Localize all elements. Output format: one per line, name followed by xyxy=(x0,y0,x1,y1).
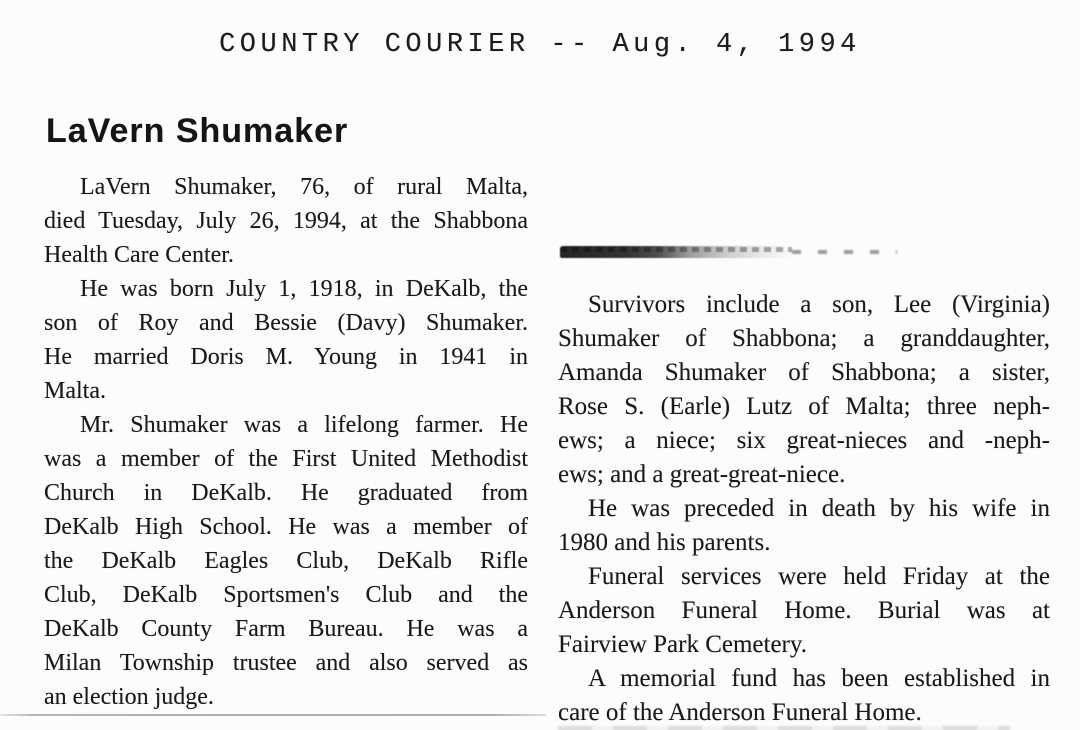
text-line: Survivors include a son, Lee (Virginia) xyxy=(588,291,1050,318)
text-line: LaVern Shumaker, 76, of rural Malta, xyxy=(80,174,528,200)
text-line: care of the Anderson Funeral Home. xyxy=(558,699,922,726)
text-line: DeKalb High School. He was a member of xyxy=(44,514,528,540)
text-line: died Tuesday, July 26, 1994, at the Shabbona xyxy=(44,208,528,234)
text-line: Fairview Park Cemetery. xyxy=(558,631,807,658)
text-line: the DeKalb Eagles Club, DeKalb Rifle xyxy=(44,548,528,574)
text-line: ews; and a great-great-niece. xyxy=(558,461,846,488)
paragraph xyxy=(558,492,1050,560)
paragraph xyxy=(558,560,1050,662)
text-line: Mr. Shumaker was a lifelong farmer. He xyxy=(80,412,528,438)
text-line: Malta. xyxy=(44,378,106,404)
text-line: Amanda Shumaker of Shabbona; a sister, xyxy=(558,359,1050,386)
paragraph xyxy=(44,272,528,408)
paragraph xyxy=(558,662,1050,730)
text-line: Club, DeKalb Sportsmen's Club and the xyxy=(44,582,528,608)
text-line: Shumaker of Shabbona; a granddaughter, xyxy=(558,325,1050,352)
text-line: 1980 and his parents. xyxy=(558,529,771,556)
text-line: He was preceded in death by his wife in xyxy=(588,495,1050,522)
paragraph xyxy=(558,288,1050,492)
text-line: DeKalb County Farm Bureau. He was a xyxy=(44,616,528,642)
text-line: an election judge. xyxy=(44,684,214,710)
text-line: Anderson Funeral Home. Burial was at xyxy=(558,597,1050,624)
text-line: Rose S. (Earle) Lutz of Malta; three neph- xyxy=(558,393,1050,420)
left-column xyxy=(44,112,528,714)
paragraph xyxy=(44,170,528,272)
text-line: Milan Township trustee and also served as xyxy=(44,650,528,676)
paragraph xyxy=(44,408,528,714)
text-line: He was born July 1, 1918, in DeKalb, the xyxy=(80,276,528,302)
text-line: He married Doris M. Young in 1941 in xyxy=(44,344,528,370)
text-line: Health Care Center. xyxy=(44,242,234,268)
text-line: A memorial fund has been established in xyxy=(588,665,1050,692)
text-line: Church in DeKalb. He graduated from xyxy=(44,480,528,506)
article-title: LaVern Shumaker xyxy=(46,112,349,150)
text-line: Funeral services were held Friday at the xyxy=(588,563,1050,590)
left-column-bottom-rule xyxy=(0,714,546,716)
right-column xyxy=(558,242,1050,730)
text-line: son of Roy and Bessie (Davy) Shumaker. xyxy=(44,310,528,336)
ink-smudge-artifact xyxy=(560,246,792,258)
text-line: ews; a niece; six great-nieces and -neph- xyxy=(558,427,1050,454)
page-edge-scan-artifact xyxy=(558,726,1010,730)
newspaper-masthead: COUNTRY COURIER -- Aug. 4, 1994 xyxy=(219,30,861,60)
text-line: was a member of the First United Methodist xyxy=(44,446,528,472)
